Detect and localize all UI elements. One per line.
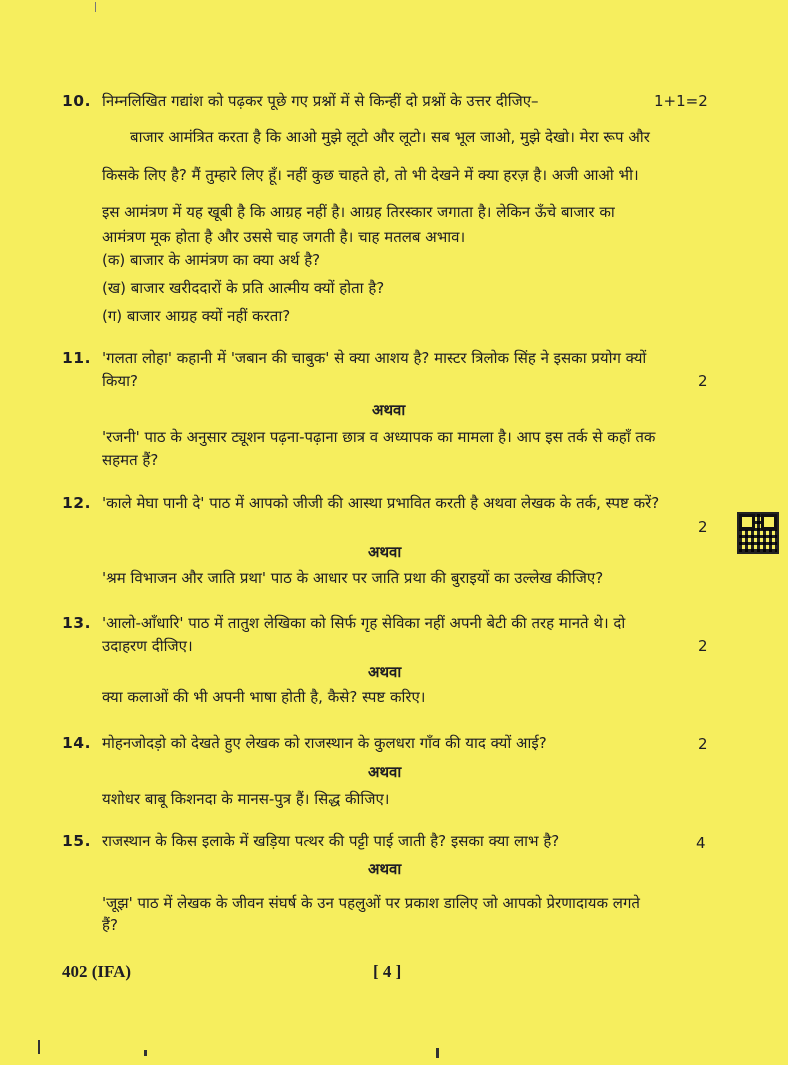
question-11-marks: 2: [698, 372, 708, 390]
question-15-alt-line-2: हैं?: [102, 916, 118, 934]
question-12-line-1: 'काले मेघा पानी दे' पाठ में आपको जीजी की आस्था प्रभावित करती है अथवा लेखक के तर्क, स्पष्ट करें?: [102, 494, 660, 512]
page-number: [ 4 ]: [373, 962, 402, 981]
question-13-line-2: उदाहरण दीजिए।: [102, 637, 193, 655]
question-number-14: 14.: [62, 734, 91, 752]
question-12-or-label: अथवा: [368, 543, 402, 561]
passage-line-3: इस आमंत्रण में यह खूबी है कि आग्रह नहीं है। आग्रह तिरस्कार जगाता है। लेकिन ऊँचे बाजार का: [102, 203, 615, 221]
question-number-13: 13.: [62, 614, 91, 632]
question-11-or-label: अथवा: [372, 401, 406, 419]
question-number-10: 10.: [62, 92, 91, 110]
question-15-alt-line-1: 'जूझ' पाठ में लेखक के जीवन संघर्ष के उन पहलुओं पर प्रकाश डालिए जो आपको प्रेरणादायक लगते: [102, 894, 640, 912]
question-13-line-1: 'आलो-आँधारि' पाठ में तातुश लेखिका को सिर्फ गृह सेविका नहीं अपनी बेटी की तरह मानते थे। दो: [102, 614, 626, 632]
question-11-line-1: 'गलता लोहा' कहानी में 'जबान की चाबुक' से क्या आशय है? मास्टर त्रिलोक सिंह ने इसका प्रयोग क्यों: [102, 349, 647, 367]
passage-line-2: किसके लिए है? मैं तुम्हारे लिए हूँ। नहीं कुछ चाहते हो, तो भी देखने में क्या हरज़ है। अजी आओ भी।: [102, 166, 639, 184]
question-15-marks: 4: [696, 834, 706, 852]
question-14-or-label: अथवा: [368, 763, 402, 781]
question-13-alt-line-1: क्या कलाओं की भी अपनी भाषा होती है, कैसे? स्पष्ट करिए।: [102, 688, 426, 706]
question-10-marks: 1+1=2: [654, 92, 708, 110]
question-number-11: 11.: [62, 349, 91, 367]
question-12-alt-line-1: 'श्रम विभाजन और जाति प्रथा' पाठ के आधार पर जाति प्रथा की बुराइयों का उल्लेख कीजिए?: [102, 569, 604, 587]
question-12-marks: 2: [698, 518, 708, 536]
question-11-line-2: किया?: [102, 372, 138, 390]
question-number-15: 15.: [62, 832, 91, 850]
passage-line-4: आमंत्रण मूक होता है और उससे चाह जगती है। चाह मतलब अभाव।: [102, 228, 466, 246]
question-13-marks: 2: [698, 637, 708, 655]
paper-code: 402 (IFA): [62, 962, 132, 981]
sub-question-ga: (ग) बाजार आग्रह क्यों नहीं करता?: [102, 307, 291, 325]
scan-speck: [38, 1040, 40, 1054]
sub-question-ka: (क) बाजार के आमंत्रण का क्या अर्थ है?: [102, 251, 321, 269]
question-10-text: निम्नलिखित गद्यांश को पढ़कर पूछे गए प्रश्नों में से किन्हीं दो प्रश्नों के उत्तर दीजिए–: [102, 92, 539, 110]
question-11-alt-line-2: सहमत हैं?: [102, 451, 159, 469]
scan-speck: [436, 1048, 439, 1058]
question-14-line-1: मोहनजोदड़ो को देखते हुए लेखक को राजस्थान के कुलधरा गाँव की याद क्यों आई?: [102, 734, 547, 752]
question-number-12: 12.: [62, 494, 91, 512]
question-13-or-label: अथवा: [368, 663, 402, 681]
passage-line-1: बाजार आमंत्रित करता है कि आओ मुझे लूटो और लूटो। सब भूल जाओ, मुझे देखो। मेरा रूप और: [130, 128, 650, 146]
question-15-line-1: राजस्थान के किस इलाके में खड़िया पत्थर की पट्टी पाई जाती है? इसका क्या लाभ है?: [102, 832, 560, 850]
sub-question-kha: (ख) बाजार खरीददारों के प्रति आत्मीय क्यों होता है?: [102, 279, 385, 297]
question-14-alt-line-1: यशोधर बाबू किशनदा के मानस-पुत्र हैं। सिद्ध कीजिए।: [102, 790, 390, 808]
scan-speck: [95, 2, 96, 12]
question-15-or-label: अथवा: [368, 860, 402, 878]
question-11-alt-line-1: 'रजनी' पाठ के अनुसार ट्यूशन पढ़ना-पढ़ाना छात्र व अध्यापक का मामला है। आप इस तर्क से कहाँ तक: [102, 428, 656, 446]
question-14-marks: 2: [698, 735, 708, 753]
scan-speck: [144, 1050, 147, 1056]
qr-code: [739, 514, 777, 552]
